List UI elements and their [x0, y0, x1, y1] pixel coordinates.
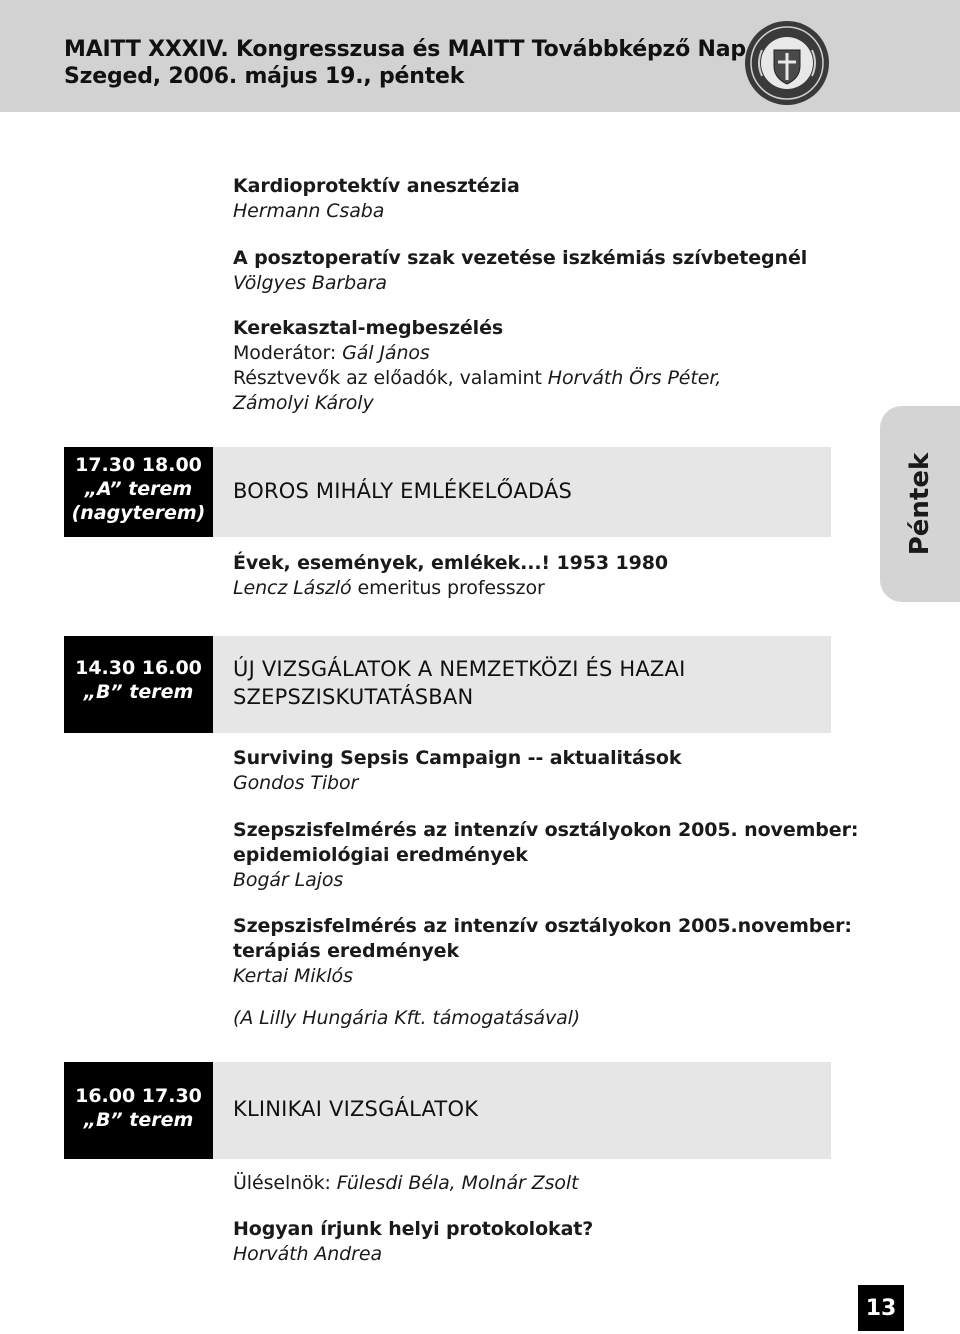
talk-title: Kardioprotektív anesztézia	[233, 175, 520, 197]
session-room-note: (nagyterem)	[71, 502, 206, 524]
session-time: 16.00 17.30	[75, 1085, 202, 1107]
society-seal-icon	[744, 20, 830, 106]
talk-speaker: Hermann Csaba	[233, 200, 385, 222]
session-title: KLINIKAI VIZSGÁLATOK	[233, 1097, 479, 1121]
day-side-tab	[880, 406, 960, 602]
talk-title-cont: terápiás eredmények	[233, 940, 459, 962]
roundtable-moderator: Moderátor: Gál János	[233, 342, 430, 364]
talk-title: A posztoperatív szak vezetése iszkémiás szívbetegnél	[233, 247, 808, 269]
page-number: 13	[858, 1285, 904, 1331]
talk-title: Szepszisfelmérés az intenzív osztályokon 2005. november:	[233, 819, 859, 841]
sponsor-note	[233, 1006, 853, 1031]
talk-title: Hogyan írjunk helyi protokolokat?	[233, 1218, 594, 1240]
day-side-tab-label: Péntek	[905, 452, 935, 556]
session-room: „B” terem	[83, 1109, 194, 1131]
talk-speaker: Gondos Tibor	[233, 772, 359, 794]
roundtable-title: Kerekasztal-megbeszélés	[233, 317, 504, 339]
sponsor-text: (A Lilly Hungária Kft. támogatásával)	[233, 1007, 581, 1029]
session-time-box	[64, 447, 213, 537]
talk-speaker: Bogár Lajos	[233, 869, 344, 891]
session-room: „A” terem	[84, 478, 193, 500]
talk-item	[233, 746, 853, 796]
session-title-band	[213, 447, 831, 537]
session-title: ÚJ VIZSGÁLATOK A NEMZETKÖZI ÉS HAZAI	[233, 657, 686, 681]
roundtable-participants: Résztvevők az előadók, valamint Horváth Örs Péter,	[233, 367, 722, 389]
talk-speaker: Horváth Andrea	[233, 1243, 382, 1265]
talk-item	[233, 551, 853, 601]
talk-item	[233, 246, 853, 296]
session-room: „B” terem	[83, 681, 194, 703]
talk-title: Szepszisfelmérés az intenzív osztályokon 2005.november:	[233, 915, 852, 937]
talk-item	[233, 914, 853, 989]
header-title: MAITT XXXIV. Kongresszusa és MAITT Továbbképző Nap	[64, 37, 746, 62]
session-time: 14.30 16.00	[75, 657, 202, 679]
roundtable-participants-cont: Zámolyi Károly	[233, 392, 374, 414]
talk-item	[233, 174, 853, 224]
talk-item	[233, 1217, 853, 1267]
talk-speaker: Kertai Miklós	[233, 965, 353, 987]
session-title-band	[213, 1062, 831, 1159]
page-header	[0, 0, 960, 112]
session-title: BOROS MIHÁLY EMLÉKELŐADÁS	[233, 479, 573, 503]
talk-title: Surviving Sepsis Campaign -- aktualitások	[233, 747, 682, 769]
session-title-cont: SZEPSZISKUTATÁSBAN	[233, 685, 474, 709]
talk-speaker: Lencz László emeritus professzor	[233, 577, 545, 599]
talk-title: Évek, események, emlékek...! 1953 1980	[233, 552, 668, 574]
talk-speaker: Völgyes Barbara	[233, 272, 387, 294]
session-chairs	[233, 1171, 853, 1196]
session-time: 17.30 18.00	[75, 454, 202, 476]
header-subtitle: Szeged, 2006. május 19., péntek	[64, 64, 465, 89]
roundtable	[233, 316, 853, 416]
talk-item	[233, 818, 859, 893]
session-title-band	[213, 636, 831, 733]
session-time-box	[64, 1062, 213, 1159]
talk-title-cont: epidemiológiai eredmények	[233, 844, 528, 866]
session-chairs-line: Üléselnök: Fülesdi Béla, Molnár Zsolt	[233, 1172, 579, 1194]
session-time-box	[64, 636, 213, 733]
